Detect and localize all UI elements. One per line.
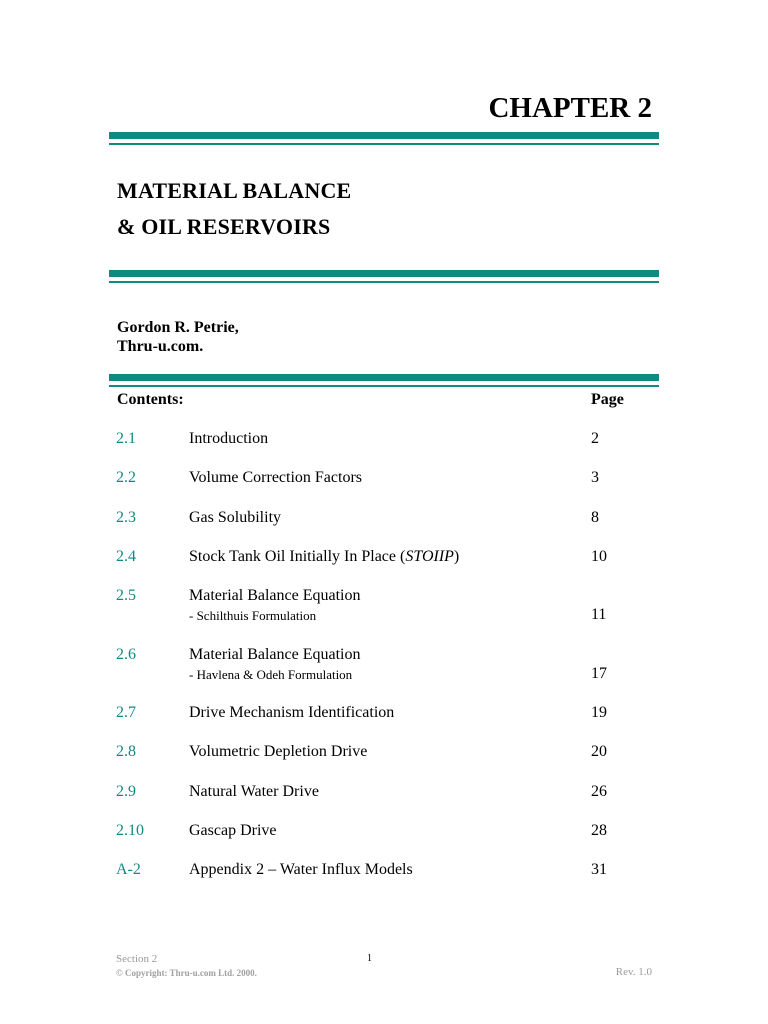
toc-entry-page: 31 [591,861,607,878]
toc-entry-title-suffix: ) [453,548,460,565]
toc-entry[interactable] [0,822,768,862]
divider-rule-middle [109,270,659,283]
toc-entry-page: 2 [591,430,599,447]
chapter-heading: CHAPTER 2 [488,92,652,124]
toc-entry-page: 3 [591,469,599,486]
toc-entry-number[interactable]: 2.7 [116,704,136,721]
toc-entry-title: Material Balance Equation [189,646,361,663]
divider-rule-top [109,132,659,145]
toc-entry-page: 28 [591,822,607,839]
divider-rule-contents [109,374,659,387]
footer-page-number: 1 [367,953,372,964]
toc-entry-subtitle: - Schilthuis Formulation [189,608,317,623]
toc-entry-number[interactable]: 2.3 [116,509,136,526]
contents-heading: Contents: [117,391,184,408]
document-title-line2: & OIL RESERVOIRS [117,214,331,239]
toc-entry-page: 19 [591,704,607,721]
author-name: Gordon R. Petrie, [117,319,239,336]
toc-entry-page: 8 [591,509,599,526]
toc-entry-title: Volume Correction Factors [189,469,363,486]
toc-entry-number[interactable]: 2.4 [116,548,136,565]
toc-entry-number[interactable]: 2.10 [116,822,144,839]
document-title-line1: MATERIAL BALANCE [117,178,352,203]
toc-entry-subtitle: - Havlena & Odeh Formulation [189,667,353,682]
toc-entry-number[interactable]: 2.9 [116,783,136,800]
toc-entry[interactable] [0,743,768,783]
toc-entry[interactable] [0,509,768,549]
toc-entry-page: 10 [591,548,607,565]
toc-entry-title: Gascap Drive [189,822,277,839]
footer-copyright: © Copyright: Thru-u.com Ltd. 2000. [116,968,257,978]
toc-entry-number[interactable]: 2.6 [116,646,136,663]
author-organization: Thru-u.com. [117,338,204,355]
toc-entry-page: 17 [591,665,607,682]
toc-entry[interactable] [0,548,768,588]
toc-entry-page: 11 [591,606,607,623]
toc-entry-title-prefix: Stock Tank Oil Initially In Place ( [189,548,406,565]
toc-entry-title: Gas Solubility [189,509,282,526]
toc-entry-number[interactable]: 2.2 [116,469,136,486]
toc-entry-page: 20 [591,743,607,760]
toc-entry-number[interactable]: A-2 [116,861,141,878]
toc-entry[interactable] [0,704,768,744]
toc-entry-title: Natural Water Drive [189,783,319,800]
page-column-heading: Page [591,391,624,408]
toc-entry[interactable] [0,861,768,901]
toc-entry-number[interactable]: 2.5 [116,587,136,604]
toc-entry-title-italic: STOIIP [405,548,454,565]
toc-entry-number[interactable]: 2.8 [116,743,136,760]
toc-entry[interactable] [0,430,768,470]
footer-section-label: Section 2 [116,953,158,965]
toc-entry-title: Material Balance Equation [189,587,361,604]
toc-entry[interactable] [0,646,768,696]
toc-entry[interactable] [0,469,768,509]
toc-entry-number[interactable]: 2.1 [116,430,136,447]
toc-entry-title: Drive Mechanism Identification [189,704,395,721]
toc-entry-title: Volumetric Depletion Drive [189,743,368,760]
footer-revision: Rev. 1.0 [615,966,652,978]
toc-entry[interactable] [0,587,768,637]
toc-entry-title [189,548,459,566]
toc-entry[interactable] [0,783,768,823]
toc-entry-title: Appendix 2 – Water Influx Models [189,861,413,878]
toc-entry-page: 26 [591,783,607,800]
toc-entry-title: Introduction [189,430,269,447]
